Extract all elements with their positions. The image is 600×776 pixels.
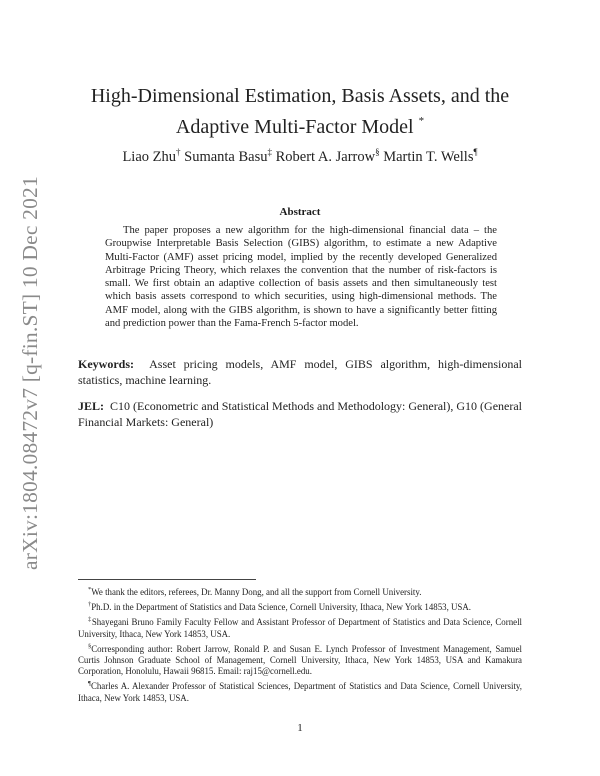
title-line-2	[60, 109, 540, 140]
jel-text: C10 (Econometric and Statistical Methods and Methodology: General), G10 (General Financial Markets: General)	[78, 399, 523, 429]
author-name: Sumanta Basu	[184, 149, 268, 165]
footnote-mark: *	[88, 586, 92, 593]
footnote-text: We thank the editors, referees, Dr. Manny Dong, and all the support from Cornell University.	[91, 587, 422, 597]
footnote	[78, 678, 522, 703]
footnote	[78, 599, 522, 613]
jel-label: JEL	[78, 399, 101, 413]
footnote	[78, 584, 522, 598]
paper-title	[60, 84, 540, 140]
author-name: Robert A. Jarrow	[275, 149, 376, 165]
footnote-text: Ph.D. in the Department of Statistics and Data Science, Cornell University, Ithaca, New York 14853, USA.	[91, 602, 471, 613]
footnote-mark: ‡	[88, 616, 92, 624]
author-mark: §	[375, 147, 380, 157]
abstract-heading: Abstract	[279, 206, 321, 218]
author-list	[60, 147, 540, 166]
keywords-section: Keywords: Asset pricing models, AMF model, GIBS algorithm, high-dimensional statistics, machine learning.	[78, 357, 522, 387]
footnote-text: Corresponding author: Robert Jarrow, Ronald P. and Susan E. Lynch Professor of Investment Management, Samuel Curtis Johnson Graduate School of Management, Cornell University, Ithaca, New York 14853, USA and Kamakura Corporation, Honolulu, Hawaii 96815. Email: raj15@cornell.edu.	[78, 643, 522, 677]
footnote	[78, 641, 522, 678]
author-mark: ‡	[267, 147, 272, 157]
page-number: 1	[297, 722, 303, 734]
keywords-text: Asset pricing models, AMF model, GIBS algorithm, high-dimensional statistics, machine learning.	[78, 357, 522, 387]
author-name: Martin T. Wells	[383, 149, 474, 165]
footnotes	[78, 584, 522, 705]
footnote-text: Shayegani Bruno Family Faculty Fellow and Assistant Professor of Department of Statistics and Data Science, Cornell University, Ithaca, New York 14853, USA.	[78, 617, 523, 639]
keywords-label: Keywords	[78, 357, 130, 371]
footnote-mark: †	[88, 601, 92, 609]
author-mark: ¶	[473, 147, 478, 157]
footnote-mark: ¶	[88, 680, 91, 688]
author-mark: †	[176, 147, 181, 157]
footnote-text: Charles A. Alexander Professor of Statistical Sciences, Department of Statistics and Data Science, Cornell University, Ithaca, New York 14853, USA.	[78, 681, 522, 703]
arxiv-stamp	[14, 176, 54, 570]
footnote-mark: §	[88, 642, 92, 650]
title-line-2-text: Adaptive Multi-Factor Model	[175, 116, 414, 138]
footnote	[78, 614, 522, 639]
abstract-body: The paper proposes a new algorithm for the high-dimensional financial data – the Groupwise Interpretable Basis Selection (GIBS) algorithm, to estimate a new Adaptive Multi-Factor (AMF) asset pricing model, implied by the recently developed Generalized Arbitrage Pricing Theory, which relaxes the convention that the number of risk-factors is small. We first obtain an adaptive collection of basis assets and then simultaneously test which basis assets correspond to which securities, using high-dimensional methods. The AMF model, along with the GIBS algorithm, is shown to have a significantly better fitting and prediction power than the Fama-French 5-factor model.	[105, 225, 497, 330]
title-line-1: High-Dimensional Estimation, Basis Assets, and the	[90, 85, 510, 107]
title-footnote-mark: *	[418, 115, 425, 127]
arxiv-identifier: arXiv:1804.08472v7 [q-fin.ST] 10 Dec 2021	[18, 176, 42, 570]
jel-section: JEL: C10 (Econometric and Statistical Methods and Methodology: General), G10 (General Financial Markets: General)	[78, 399, 523, 429]
footnote-divider	[78, 579, 256, 580]
author-name: Liao Zhu	[122, 149, 176, 165]
